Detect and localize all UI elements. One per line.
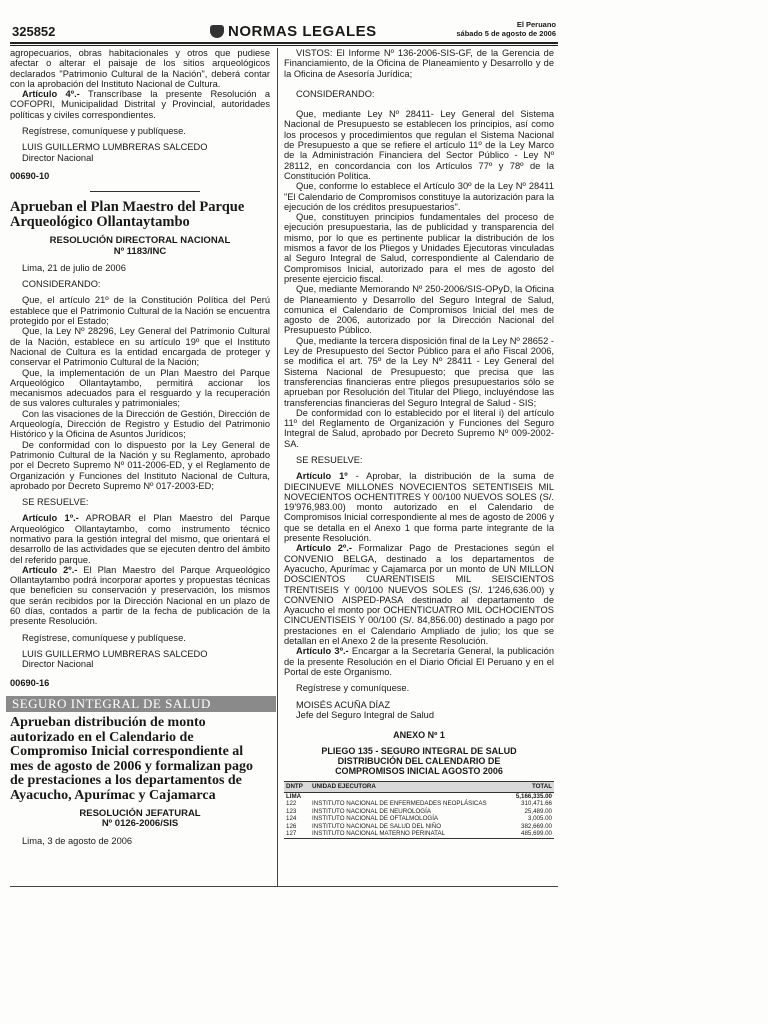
publication-code: 00690-16 bbox=[10, 677, 50, 688]
publication-code: 00690-10 bbox=[10, 170, 50, 181]
vistos-paragraph: VISTOS: El Informe Nº 136-2006-SIS-GF, de la Gerencia de Financiamiento, de la Oficina de Planeamiento y Desarrollo y de la Oficina de Asesoría Jurídica; bbox=[284, 48, 554, 79]
article-label: Artículo 2º.- bbox=[296, 543, 352, 554]
table-cell: LIMA bbox=[286, 792, 302, 800]
page-number: 325852 bbox=[12, 24, 56, 39]
paragraph: De conformidad con lo dispuesto por la Ley General de Patrimonio Cultural de la Nación y su Reglamento, aprobado por el Decreto Supremo Nº 011-2006-ED, y el Reglamento de Organización y Funciones del Instituto Nacional de Cultura, aprobado por Decreto Supremo Nº 017-2003-ED; bbox=[10, 439, 270, 491]
annex-table bbox=[284, 781, 554, 839]
paragraph: Que, conforme lo establece el Artículo 30º de la Ley Nº 28411 "El Calendario de Compromisos constituye la autorización para la ejecución de los créditos presupuestarios". bbox=[284, 181, 554, 212]
resolution-number: Nº 1183/INC bbox=[113, 245, 167, 257]
paragraph: Que, la implementación de un Plan Maestro del Parque Arqueológico Ollantaytambo, permitirá accionar los mecanismos adecuados para el resguardo y la recuperación de sus valores culturales y patrimoniales; bbox=[10, 367, 270, 409]
table-cell: INSTITUTO NACIONAL DE NEUROLOGÍA bbox=[312, 807, 431, 815]
article-2 bbox=[284, 543, 554, 646]
signer-name: LUIS GUILLERMO LUMBRERAS SALCEDO bbox=[22, 142, 208, 153]
paragraph: Con las visaciones de la Dirección de Gestión, Dirección de Arqueología, Dirección de Registro y Estudio del Patrimonio Histórico y la Oficina de Asuntos Jurídicos; bbox=[10, 408, 270, 440]
article-title: Aprueban distribución de monto autorizado en el Calendario de Compromiso Inicial correspondiente al mes de agosto de 2006 y formalizan pago de prestaciones a los departamentos de Ayacucho, Apurímac y Cajamarca bbox=[10, 715, 254, 803]
annex-subtitle: PLIEGO 135 - SEGURO INTEGRAL DE SALUD bbox=[321, 746, 517, 757]
register-line: Regístrese, comuníquese y publíquese. bbox=[22, 632, 186, 643]
signer-title: Director Nacional bbox=[22, 659, 94, 670]
article-title: Aprueban el Plan Maestro del Parque Arqueológico Ollantaytambo bbox=[10, 199, 245, 231]
considerando-heading: CONSIDERANDO: bbox=[22, 279, 101, 290]
signer-name: LUIS GUILLERMO LUMBRERAS SALCEDO bbox=[22, 648, 208, 659]
table-cell: 124 bbox=[286, 815, 297, 823]
article-label: Artículo 1º bbox=[296, 471, 348, 482]
table-row bbox=[284, 808, 554, 816]
resolution-number: Nº 0126-2006/SIS bbox=[101, 818, 179, 830]
table-cell: 382,669.00 bbox=[521, 822, 552, 830]
coat-of-arms-icon bbox=[210, 25, 224, 38]
table-cell: INSTITUTO NACIONAL MATERNO PERINATAL bbox=[310, 830, 496, 838]
resuelve-heading: SE RESUELVE: bbox=[22, 497, 89, 508]
column-divider bbox=[277, 48, 278, 886]
annex-title: ANEXO Nº 1 bbox=[393, 730, 445, 741]
table-cell: 122 bbox=[286, 800, 297, 808]
register-line: Regístrese, comuníquese y publíquese. bbox=[22, 126, 186, 137]
article-1 bbox=[10, 513, 270, 564]
resolution-name: RESOLUCIÓN JEFATURAL bbox=[79, 808, 201, 820]
article-label: Artículo 1º.- bbox=[22, 513, 79, 524]
article-label: Artículo 3º.- bbox=[296, 646, 349, 657]
table-cell: INSTITUTO NACIONAL DE OFTALMOLOGÍA bbox=[312, 815, 439, 823]
article-label: Artículo 2º.- bbox=[22, 564, 78, 575]
table-cell: INSTITUTO NACIONAL DE SALUD DEL NIÑO bbox=[312, 822, 442, 830]
paragraph: Que, la Ley Nº 28296, Ley General del Patrimonio Cultural de la Nación, establece en su artículo 19º que el Instituto Nacional de Cultura es la entidad encargada de proteger y conservar el Patrimonio Cultural de la Nación; bbox=[10, 326, 270, 368]
paragraph: Que, mediante la tercera disposición final de la Ley Nº 28652 - Ley de Presupuesto del Sector Público para el año Fiscal 2006, se modifica el art. 75º de la Ley Nº 28411 - Ley General del Sistema Nacional de Presupuesto; que precisa que las transferencias financieras entre pliegos presupuestarios sólo se aprueban por Resolución del Titular del Pliego, incluyéndose las transferencias financieras del Seguro Integral de Salud - SIS; bbox=[284, 335, 554, 408]
column-header: TOTAL bbox=[496, 782, 554, 793]
paragraph: Que, mediante Ley Nº 28411- Ley General del Sistema Nacional de Presupuesto se establecen los principios, así como los procesos y procedimientos que regulan el Sistema Nacional de Presupuesto a que se refiere el artículo 11º de la Ley Marco de la Administración Financiera del Sector Público - Ley Nº 28112, en concordancia con los Artículos 77º y 78º de la Constitución Política. bbox=[284, 109, 554, 181]
article-1 bbox=[284, 471, 554, 543]
table-cell: INSTITUTO NACIONAL DE ENFERMEDADES NEOPLÁSICAS bbox=[312, 800, 487, 808]
article-3 bbox=[284, 646, 554, 677]
publication-info bbox=[456, 20, 556, 38]
paragraph: agropecuarios, obras habitacionales y otros que pudiese afectar o alterar el paisaje de los sitios arqueológicos declarados "Patrimonio Cultural de la Nación", deberá contar con la aprobación del Instituto Nacional de Cultura. bbox=[10, 48, 270, 89]
table-cell: 5,166,335.00 bbox=[515, 792, 552, 800]
table-row bbox=[284, 830, 554, 838]
paragraph: Que, el artículo 21º de la Constitución Política del Perú establece que el Patrimonio Cultural de la Nación se encuentra protegido por el Estado; bbox=[10, 295, 270, 327]
table-cell: 25,489.00 bbox=[524, 807, 552, 815]
table-row bbox=[284, 823, 554, 831]
publication-date: sábado 5 de agosto de 2006 bbox=[456, 29, 556, 38]
resolution-date: Lima, 21 de julio de 2006 bbox=[22, 262, 126, 273]
paragraph: Que, mediante Memorando Nº 250-2006/SIS-OPyD, la Oficina de Planeamiento y Desarrollo del Seguro Integral de Salud, comunica el Calendario de Compromisos Inicial del mes de agosto de 2006, autorizado por la Dirección Nacional del Presupuesto Público. bbox=[284, 284, 554, 336]
article-text: Transcríbase la presente Resolución a COFOPRI, Municipalidad Distrital y Provincial, autoridades políticas y civiles correspondientes. bbox=[10, 89, 271, 120]
table-cell: 3,005.00 bbox=[527, 815, 552, 823]
article-text: El Plan Maestro del Parque Arqueológico Ollantaytambo podrá incorporar aportes y propuestas técnicas que beneficien su conservación y preservación, los mismos que serán recibidos por la Dirección Nacional en un plazo de 60 días, contados a partir de la fecha de publicación de la presente Resolución. bbox=[10, 564, 270, 627]
masthead-title: NORMAS LEGALES bbox=[228, 23, 377, 40]
table-cell: 123 bbox=[286, 807, 297, 815]
annex-subtitle: DISTRIBUCIÓN DEL CALENDARIO DE bbox=[337, 756, 501, 767]
left-column bbox=[10, 48, 270, 846]
article-text: APROBAR el Plan Maestro del Parque Arqueológico Ollantaytambo, como instrumento técnico normativo para la gestión integral del mismo, que orientará el desarrollo de las actividades que se ejecuten dentro del ámbito del referido parque. bbox=[10, 513, 270, 565]
masthead bbox=[210, 23, 377, 40]
right-column bbox=[284, 48, 554, 839]
signer-name: MOISÉS ACUÑA DÍAZ bbox=[296, 699, 391, 710]
table-row bbox=[284, 815, 554, 823]
article-text: - Aprobar, la distribución de la suma de DIECINUEVE MILLONES NOVECIENTOS SETENTISEIS MIL NOVECIENTOS OCHENTITRES Y 00/100 NUEVOS SOLES (S/. 19'976,983.00) monto autorizado en el Calendario de Compromisos Inicial correspondiente al mes de agosto de 2006 y que se detalla en el Anexo 1 que forma parte integrante de la presente Resolución. bbox=[284, 471, 554, 544]
header-rule-thin bbox=[10, 45, 558, 46]
column-header: DNTP bbox=[284, 782, 310, 793]
paragraph: De conformidad con lo establecido por el literal i) del artículo 11º del Reglamento de Organización y Funciones del Seguro Integral de Salud, aprobado por Decreto Supremo Nº 009-2002-SA. bbox=[284, 407, 554, 449]
annex-subtitle: COMPROMISOS INICIAL AGOSTO 2006 bbox=[335, 766, 503, 777]
paragraph: Que, constituyen principios fundamentales del proceso de ejecución presupuestaria, las de publicidad y transparencia del mismo, por lo que es pertinente publicar la distribución de los mismos a favor de los Pliegos y Unidades Ejecutoras vinculadas al Seguro Integral de Salud, correspondiente al Calendario de Compromisos Inicial, autorizado para el mes de agosto del presente ejercicio fiscal. bbox=[284, 212, 554, 284]
section-band: SEGURO INTEGRAL DE SALUD bbox=[6, 696, 276, 712]
considerando-heading: CONSIDERANDO: bbox=[296, 88, 375, 99]
table-cell: 126 bbox=[286, 822, 297, 830]
table-header-row bbox=[284, 782, 554, 793]
signer-title: Jefe del Seguro Integral de Salud bbox=[296, 709, 435, 720]
article-2 bbox=[10, 565, 270, 627]
table-row bbox=[284, 800, 554, 808]
header-rule bbox=[10, 42, 558, 44]
article-text: Formalizar Pago de Prestaciones según el CONVENIO BELGA, destinado a los departamentos de Ayacucho, Apurímac y Cajamarca por un monto de UN MILLON DOSCIENTOS CUARENTISEIS MIL SEISCIENTOS TRENTISEIS Y 00/100 NUEVOS SOLES (S/. 1'246,636.00) y CONVENIO AISPED-PASA destinado al departamento de Ayacucho el monto por OCHENTICUATRO MIL OCHOCIENTOS CINCUENTISEIS Y 00/100 (S/. 84,856.00) destinado a pago por prestaciones en el Calendario Ampliado de julio; los que se detallan en el Anexo 2 de la presente Resolución. bbox=[284, 543, 554, 647]
bottom-rule bbox=[10, 886, 558, 887]
signer-title: Director Nacional bbox=[22, 152, 94, 163]
table-group-row bbox=[284, 792, 554, 800]
article-label: Artículo 4º.- bbox=[22, 89, 80, 100]
section-divider bbox=[90, 191, 200, 192]
register-line: Regístrese y comuníquese. bbox=[296, 683, 410, 694]
column-header: UNIDAD EJECUTORA bbox=[310, 782, 496, 793]
resolution-name: RESOLUCIÓN DIRECTORAL NACIONAL bbox=[49, 235, 231, 247]
table-cell: 485,699.00 bbox=[496, 830, 554, 838]
table-cell: 127 bbox=[284, 830, 310, 838]
article-4 bbox=[10, 89, 270, 120]
article-text: Encargar a la Secretaría General, la publicación de la presente Resolución en el Diario Oficial El Peruano y en el Portal de este Organismo. bbox=[284, 646, 555, 677]
resuelve-heading: SE RESUELVE: bbox=[296, 454, 363, 465]
publisher-name: El Peruano bbox=[516, 20, 556, 29]
table-cell: 310,471.66 bbox=[521, 800, 552, 808]
resolution-date: Lima, 3 de agosto de 2006 bbox=[22, 835, 133, 846]
